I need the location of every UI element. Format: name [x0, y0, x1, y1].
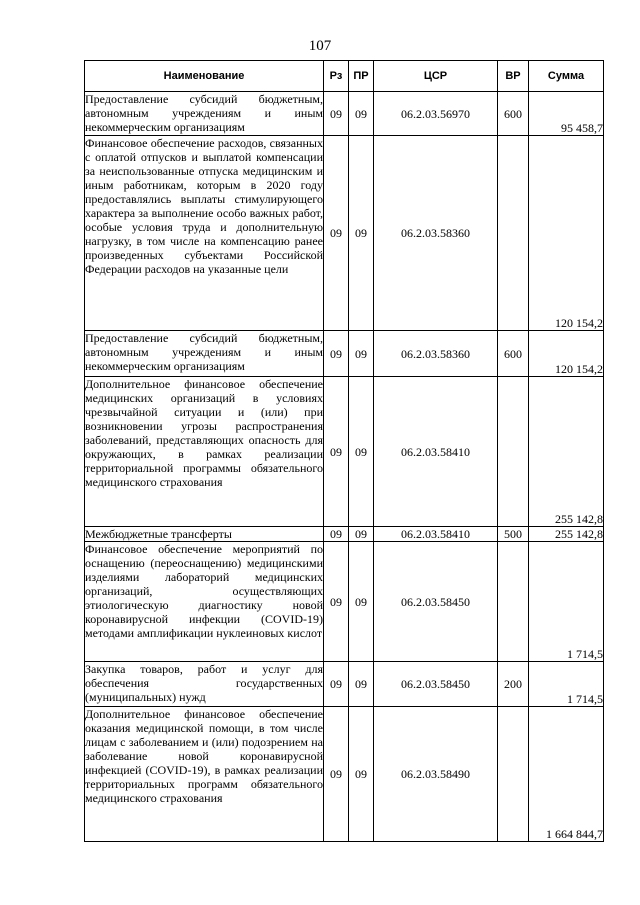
- row-rz: 09: [324, 136, 349, 331]
- table-row: [85, 92, 604, 136]
- row-sum: 95 458,7: [529, 92, 604, 136]
- table-row: [85, 662, 604, 707]
- row-csr: 06.2.03.56970: [374, 92, 498, 136]
- row-pr: 09: [349, 377, 374, 527]
- row-pr: 09: [349, 136, 374, 331]
- row-vr: 200: [498, 662, 529, 707]
- row-name: Предоставление субсидий бюджетным, автономным учреждениям и иным некоммерческим организациям: [85, 92, 323, 134]
- row-rz: 09: [324, 377, 349, 527]
- row-rz: 09: [324, 542, 349, 662]
- row-sum: 120 154,2: [529, 136, 604, 331]
- row-name: Межбюджетные трансферты: [85, 527, 324, 542]
- row-sum: 120 154,2: [529, 331, 604, 377]
- row-vr: [498, 136, 529, 331]
- row-csr: 06.2.03.58450: [374, 662, 498, 707]
- row-sum: 1 714,5: [529, 662, 604, 707]
- budget-table: [84, 60, 604, 842]
- header-pr: ПР: [349, 61, 374, 92]
- row-csr: 06.2.03.58450: [374, 542, 498, 662]
- header-sum: Сумма: [529, 61, 604, 92]
- header-rz: Рз: [324, 61, 349, 92]
- table-row: [85, 542, 604, 662]
- header-name: Наименование: [85, 61, 324, 92]
- row-rz: 09: [324, 331, 349, 377]
- row-csr: 06.2.03.58490: [374, 707, 498, 842]
- row-rz: 09: [324, 92, 349, 136]
- row-pr: 09: [349, 662, 374, 707]
- row-vr: 600: [498, 331, 529, 377]
- row-pr: 09: [349, 542, 374, 662]
- row-vr: 600: [498, 92, 529, 136]
- row-sum: 1 714,5: [529, 542, 604, 662]
- row-rz: 09: [324, 707, 349, 842]
- table-row: [85, 331, 604, 377]
- row-name: Предоставление субсидий бюджетным, автономным учреждениям и иным некоммерческим организациям: [85, 331, 324, 377]
- row-name: Дополнительное финансовое обеспечение медицинских организаций в условиях чрезвычайной ситуации и (или) при возникновении угрозы распространения заболеваний, представляющих опасность для окружающих, в рамках реализации территориальной программы обязательного медицинского страхования: [85, 377, 324, 527]
- row-rz: 09: [324, 662, 349, 707]
- row-csr: 06.2.03.58360: [374, 331, 498, 377]
- table-row: [85, 707, 604, 842]
- row-vr: [498, 542, 529, 662]
- header-vr: ВР: [498, 61, 529, 92]
- row-pr: 09: [349, 331, 374, 377]
- table-row: [85, 377, 604, 527]
- row-sum: 255 142,8: [529, 527, 604, 542]
- row-name: Финансовое обеспечение расходов, связанных с оплатой отпусков и выплатой компенсации за неиспользованные отпуска медицинским и иным работникам, которым в 2020 году предоставлялись выплаты стимулирующего характера за выполнение особо важных работ, особые условия труда и дополнительную нагрузку, в том числе на компенсацию ранее произведенных субъектами Российской Федерации расходов на указанные цели: [85, 136, 324, 331]
- row-name: Финансовое обеспечение мероприятий по оснащению (переоснащению) медицинскими изделиями лабораторий медицинских организаций, осуществляющих этиологическую диагностику новой коронавирусной инфекции (COVID-19) методами амплификации нуклеиновых кислот: [85, 542, 324, 662]
- row-csr: 06.2.03.58410: [374, 527, 498, 542]
- row-vr: [498, 377, 529, 527]
- row-name: Закупка товаров, работ и услуг для обеспечения государственных (муниципальных) нужд: [85, 662, 324, 707]
- row-sum: 255 142,8: [529, 377, 604, 527]
- table-row: [85, 527, 604, 542]
- page-number: 107: [308, 38, 332, 54]
- row-sum: 1 664 844,7: [529, 707, 604, 842]
- table-header-row: [85, 61, 604, 92]
- row-pr: 09: [349, 527, 374, 542]
- row-csr: 06.2.03.58410: [374, 377, 498, 527]
- row-vr: [498, 707, 529, 842]
- row-rz: 09: [324, 527, 349, 542]
- row-csr: 06.2.03.58360: [374, 136, 498, 331]
- row-name: Дополнительное финансовое обеспечение оказания медицинской помощи, в том числе лицам с заболеванием и (или) подозрением на заболевание новой коронавирусной инфекцией (COVID-19), в рамках реализации территориальных программ обязательного медицинского страхования: [85, 707, 324, 842]
- row-vr: 500: [498, 527, 529, 542]
- table-row: [85, 136, 604, 331]
- row-pr: 09: [349, 92, 374, 136]
- header-csr: ЦСР: [374, 61, 498, 92]
- row-pr: 09: [349, 707, 374, 842]
